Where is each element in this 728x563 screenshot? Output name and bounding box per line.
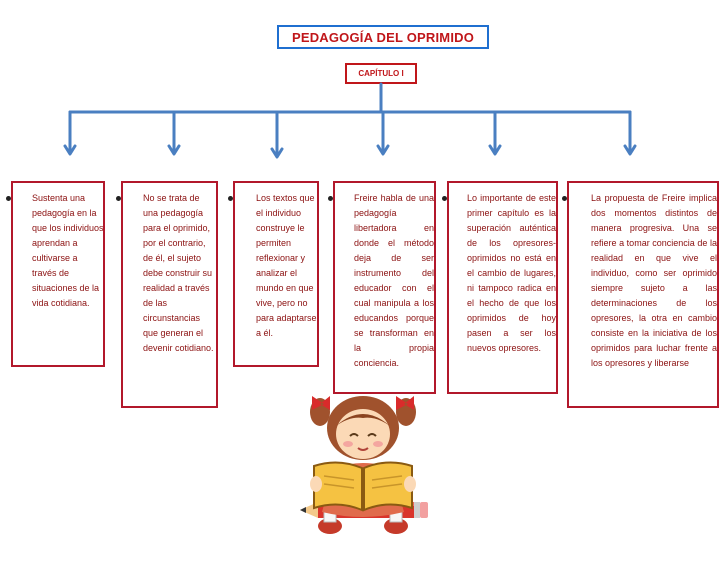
page-title: PEDAGOGÍA DEL OPRIMIDO [291, 29, 475, 45]
concept-card-1 [11, 181, 105, 367]
girl-reading-book-icon [296, 388, 430, 548]
concept-card-2 [121, 181, 218, 408]
concept-card-4 [333, 181, 436, 394]
bullet-icon [6, 196, 11, 201]
card-text: No se trata de una pedagogía para el oprimido, por el contrario, de él, el sujeto debe construir su realidad a través de las circunstancias que generan el devenir cotidiano. [143, 193, 214, 353]
concept-card-6 [567, 181, 719, 408]
bullet-icon [562, 196, 567, 201]
book-icon [314, 462, 412, 510]
card-text: La propuesta de Freire implica dos momentos distintos de manera progresiva. Una se refiere a tomar conciencia de la realidad en que vive el individuo, como ser oprimido siempre sujeto a las determinaciones de los opresores, la otra en cambio consiste en la iniciativa de los oprimidos para luchar frente a los opresores y liberarse [591, 193, 717, 368]
bullet-icon [116, 196, 121, 201]
concept-card-5 [447, 181, 558, 394]
card-text: Freire habla de una pedagogía libertadora en donde el método deja de ser instrumento del educador con el cual manipula a los educandos porque se transforman en la propia conciencia. [354, 193, 434, 368]
card-text: Los textos que el individuo construye le permiten reflexionar y analizar el mundo en que vive, pero no para adaptarse a él. [256, 193, 317, 338]
card-text: Lo importante de este primer capítulo es la superación auténtica de los opresores-oprimidos no está en el cambio de lugares, ni tampoco radica en el hecho de que los oprimidos de hoy pasen a ser los nuevos opresores. [467, 193, 556, 353]
concept-card-3 [233, 181, 319, 367]
card-text: Sustenta una pedagogía en la que los individuos aprendan a cultivarse a través de situaciones de la vida cotidiana. [32, 193, 104, 308]
chapter-label: CAPÍTULO I [358, 69, 404, 78]
bullet-icon [442, 196, 447, 201]
bullet-icon [228, 196, 233, 201]
bullet-icon [328, 196, 333, 201]
